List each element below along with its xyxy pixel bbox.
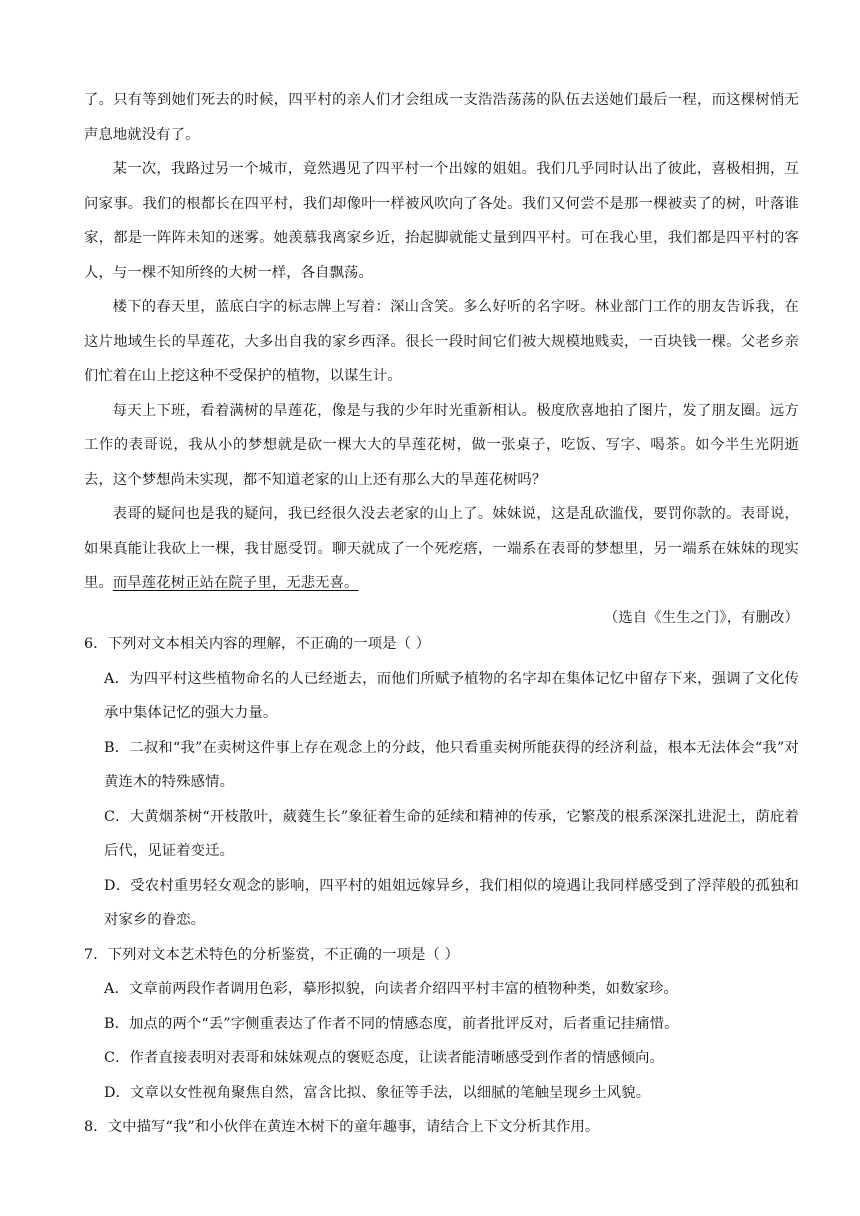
question-7-option-d: D．文章以女性视角聚焦自然，富含比拟、象征等手法，以细腻的笔触呈现乡土风貌。 (104, 1084, 651, 1101)
question-6-option-b: B．二叔和“我”在卖树这件事上存在观念上的分歧，他只看重卖树所能获得的经济利益，根本无法体会“我”对黄连木的特殊感情。 (104, 739, 799, 790)
question-7-option-a: A．文章前两段作者调用色彩，摹形拟貌，向读者介绍四平村丰富的植物种类，如数家珍。 (104, 981, 678, 997)
question-6-option-d: D．受农村重男轻女观念的影响，四平村的姐姐远嫁异乡，我们相似的境遇让我同样感受到了浮萍般的孤独和对家乡的眷恋。 (104, 877, 799, 928)
passage-paragraph-4: 每天上下班，看着满树的旱莲花，像是与我的少年时光重新相认。极度欣喜地拍了图片，发了朋友圈。远方工作的表哥说，我从小的梦想就是砍一棵大大的旱莲花树，做一张桌子，吃饭、写字、喝茶。如今半生光阴逝去，这个梦想尚未实现，都不知道老家的山上还有那么大的旱莲花树吗？ (84, 402, 799, 488)
question-7-stem: 7．下列对文本艺术特色的分析鉴赏，不正确的一项是（ ） (84, 946, 460, 963)
question-7-option-c: C．作者直接表明对表哥和妹妹观点的褒贬态度，让读者能清晰感受到作者的情感倾向。 (104, 1050, 665, 1066)
question-8-stem: 8．文中描写“我”和小伙伴在黄连木树下的童年趣事，请结合上下文分析其作用。 (84, 1119, 600, 1135)
passage-paragraph-2: 某一次，我路过另一个城市，竟然遇见了四平村一个出嫁的姐姐。我们几乎同时认出了彼此，喜极相拥，互问家事。我们的根都长在四平村，我们却像叶一样被风吹向了各处。我们又何尝不是那一棵被卖了的树，叶落谁家，都是一阵阵未知的迷雾。她羡慕我离家乡近，抬起脚就能丈量到四平村。可在我心里，我们都是四平村的客人，与一棵不知所终的大树一样，各自飘荡。 (84, 161, 799, 281)
passage-paragraph-3: 楼下的春天里，蓝底白字的标志牌上写着：深山含笑。多么好听的名字呀。林业部门工作的朋友告诉我，在这片地域生长的旱莲花，大多出自我的家乡西泽。很长一段时间它们被大规模地贱卖，一百块钱一棵。父老乡亲们忙着在山上挖这种不受保护的植物，以谋生计。 (84, 299, 799, 384)
reading-passage (84, 83, 799, 635)
underlined-sentence: 而旱莲花树正站在院子里，无悲无喜。 (112, 575, 359, 591)
question-6-option-c: C．大黄烟茶树“开枝散叶，葳蕤生长”象征着生命的延续和精神的传承，它繁茂的根系深深扎进泥土，荫庇着后代，见证着变迁。 (104, 808, 799, 859)
source-citation: （选自《生生之门》，有删改） (603, 609, 799, 626)
passage-paragraph-1: 了。只有等到她们死去的时候，四平村的亲人们才会组成一支浩浩荡荡的队伍去送她们最后一程，而这棵树悄无声息地就没有了。 (84, 92, 799, 143)
question-section (84, 627, 799, 1145)
passage-paragraph-5-text: 表哥的疑问也是我的疑问，我已经很久没去老家的山上了。妹妹说，这是乱砍滥伐，要罚你款的。表哥说，如果真能让我砍上一棵，我甘愿受罚。聊天就成了一个死疙瘩，一端系在表哥的梦想里，另一端系在妹妹的现实里。 (84, 506, 799, 591)
question-6-stem: 6．下列对文本相关内容的理解，不正确的一项是（ ） (84, 636, 431, 652)
question-7-option-b: B．加点的两个“丢”字侧重表达了作者不同的情感态度，前者批评反对，后者重记挂痛惜。 (104, 1015, 679, 1032)
passage-paragraph-5 (84, 497, 799, 601)
question-6-option-a: A．为四平村这些植物命名的人已经逝去，而他们所赋予植物的名字却在集体记忆中留存下来，强调了文化传承中集体记忆的强大力量。 (104, 670, 799, 721)
